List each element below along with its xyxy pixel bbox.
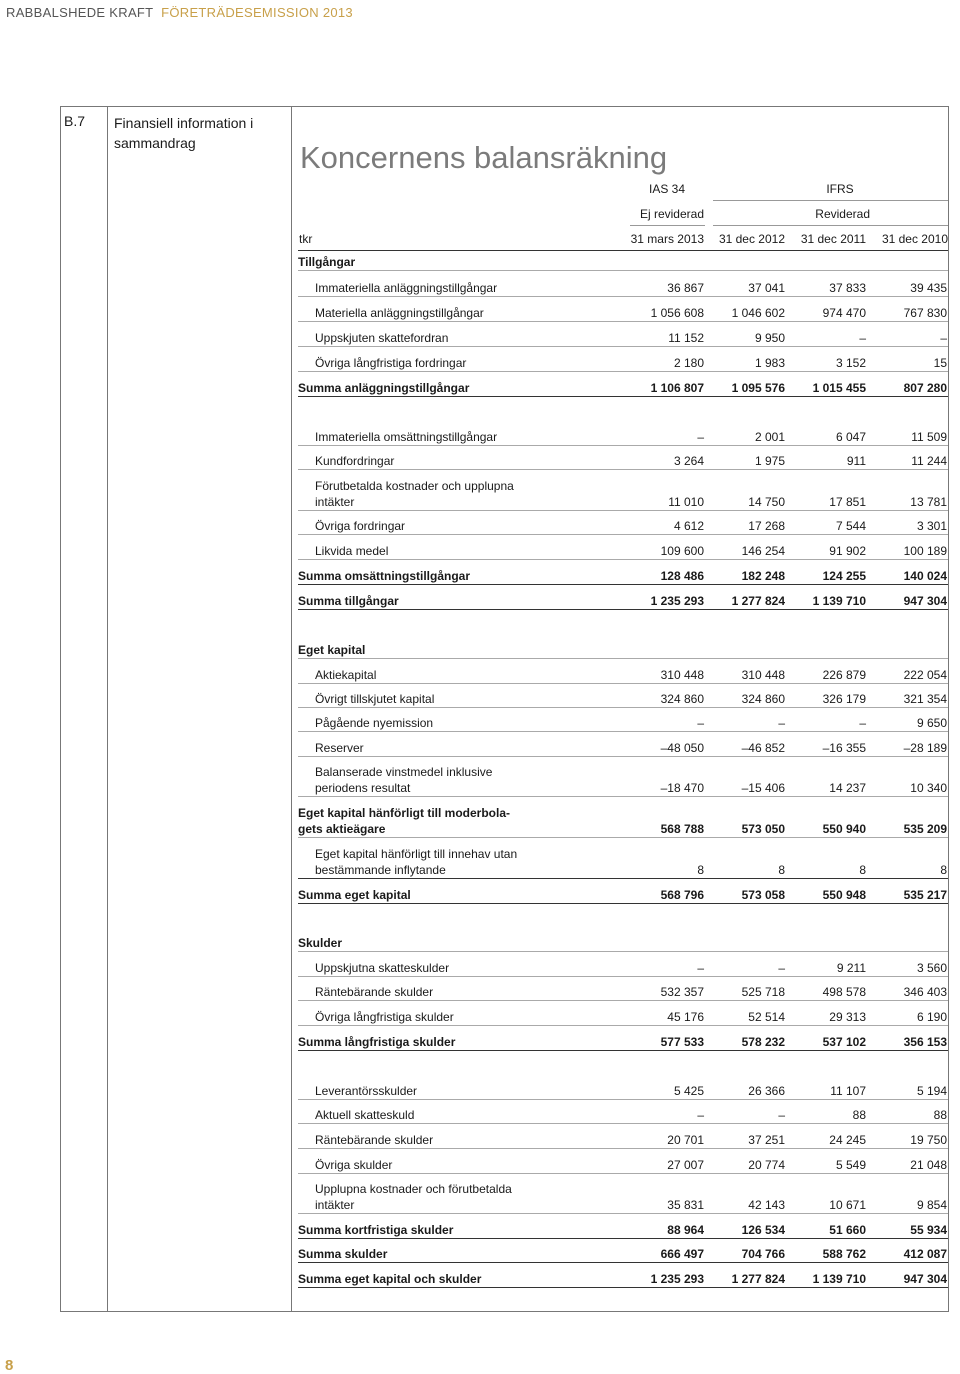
row-value: 8 (940, 863, 947, 877)
row-value: – (778, 716, 785, 730)
row-value: – (940, 331, 947, 345)
row-value: 535 209 (903, 822, 947, 836)
row-value: 535 217 (903, 888, 947, 902)
row-value: 974 470 (822, 306, 866, 320)
row-value: 9 650 (916, 716, 947, 730)
row-value: 11 010 (668, 495, 704, 509)
row-value: 14 750 (748, 495, 785, 509)
row-value: –46 852 (741, 741, 785, 755)
row-value: 20 774 (748, 1158, 785, 1172)
row-value: 356 153 (903, 1035, 947, 1049)
row-value: 3 301 (916, 519, 947, 533)
row-value: 550 948 (822, 888, 866, 902)
row-value: 10 340 (910, 781, 947, 795)
document-subtitle: FÖRETRÄDESEMISSION 2013 (161, 5, 353, 20)
row-label: Summa eget kapital och skulder (298, 1272, 482, 1286)
row-value: 14 237 (829, 781, 866, 795)
row-value: 222 054 (903, 668, 947, 682)
table-row (298, 1008, 948, 1026)
row-value: 326 179 (822, 692, 866, 706)
row-value: 37 041 (748, 281, 785, 295)
row-value: 324 860 (660, 692, 704, 706)
row-label-line: Förutbetalda kostnader och upplupna (315, 479, 514, 493)
page-title: Koncernens balansräkning (300, 140, 668, 175)
row-value: 577 533 (660, 1035, 704, 1049)
row-label-line: periodens resultat (315, 781, 411, 795)
row-value: 24 245 (829, 1133, 866, 1147)
header-rule (298, 250, 948, 251)
row-value: 947 304 (903, 594, 947, 608)
row-value: 568 796 (660, 888, 704, 902)
row-value: 6 047 (835, 430, 866, 444)
table-row (298, 764, 948, 797)
row-value: 11 509 (911, 430, 947, 444)
row-value: 17 268 (748, 519, 785, 533)
row-value: 17 851 (829, 495, 866, 509)
row-label: Aktuell skatteskuld (315, 1108, 415, 1122)
row-value: 39 435 (910, 281, 947, 295)
row-value: 911 (846, 454, 866, 468)
row-value: 4 612 (673, 519, 704, 533)
row-label (298, 805, 510, 837)
row-label: Övriga fordringar (315, 519, 406, 533)
table-row (298, 1082, 948, 1100)
table-row (298, 984, 948, 1001)
row-value: 45 176 (667, 1010, 704, 1024)
row-value: 146 254 (741, 544, 785, 558)
table-row (298, 256, 948, 271)
row-value: 8 (859, 863, 866, 877)
column-header: 31 dec 2010 (881, 232, 948, 246)
row-label: Summa anläggningstillgångar (298, 381, 470, 395)
row-value: 1 277 824 (731, 594, 785, 608)
table-row (298, 519, 948, 535)
table-row (298, 935, 948, 952)
row-value: –15 406 (741, 781, 785, 795)
row-value: 1 139 710 (812, 594, 866, 608)
table-row (298, 642, 948, 659)
row-value: – (697, 961, 704, 975)
row-value: 525 718 (741, 985, 785, 999)
table-row (298, 885, 948, 904)
row-value: 7 544 (835, 519, 866, 533)
row-value: 1 095 576 (731, 381, 785, 395)
column-header: 31 mars 2013 (630, 232, 704, 246)
row-label: Likvida medel (315, 544, 389, 558)
table-row (298, 804, 948, 838)
row-value: 666 497 (660, 1247, 704, 1261)
row-label: Materiella anläggningstillgångar (315, 306, 484, 320)
row-value: 1 975 (754, 454, 785, 468)
table-row (298, 454, 948, 470)
row-label: Summa tillgångar (298, 594, 399, 608)
row-value: 9 211 (836, 961, 866, 975)
table-row (298, 1221, 948, 1239)
table-row (298, 691, 948, 708)
row-value: 126 534 (741, 1223, 785, 1237)
row-value: 532 357 (660, 985, 704, 999)
row-value: 9 854 (916, 1198, 947, 1212)
row-label: Summa skulder (298, 1247, 388, 1261)
table-row (298, 845, 948, 879)
row-value: 51 660 (829, 1223, 866, 1237)
table-row (298, 568, 948, 585)
table-row (298, 960, 948, 977)
header-rule (713, 200, 948, 201)
table-row (298, 478, 948, 511)
row-value: 324 860 (741, 692, 785, 706)
row-value: 1 235 293 (650, 1272, 704, 1286)
row-label: Eget kapital (298, 643, 366, 657)
row-value: 37 251 (748, 1133, 785, 1147)
row-label-line: intäkter (315, 1198, 355, 1212)
section-number: B.7 (64, 113, 86, 129)
column-header: 31 dec 2012 (718, 232, 785, 246)
row-value: 321 354 (903, 692, 947, 706)
unit-label: tkr (299, 232, 313, 246)
row-value: 140 024 (903, 569, 947, 583)
row-value: – (697, 430, 704, 444)
row-value: 182 248 (741, 569, 785, 583)
row-label: Skulder (298, 936, 343, 950)
column-divider (291, 106, 292, 1311)
table-row (298, 543, 948, 560)
row-value: –48 050 (660, 741, 704, 755)
row-label (315, 478, 514, 510)
row-value: 1 277 824 (731, 1272, 785, 1286)
row-value: 21 048 (910, 1158, 947, 1172)
row-value: 26 366 (748, 1084, 785, 1098)
row-value: 29 313 (829, 1010, 866, 1024)
brand-name: RABBALSHEDE KRAFT (6, 5, 154, 20)
row-value: 1 983 (754, 356, 785, 370)
row-value: 1 015 455 (812, 381, 866, 395)
table-row (298, 740, 948, 757)
row-value: 8 (697, 863, 704, 877)
table-row (298, 356, 948, 372)
row-value: 1 139 710 (812, 1272, 866, 1286)
row-label-line: bestämmande inflytande (315, 863, 446, 877)
row-label: Övrigt tillskjutet kapital (315, 692, 435, 706)
row-value: 578 232 (741, 1035, 785, 1049)
row-value: 1 235 293 (650, 594, 704, 608)
row-value: 11 244 (911, 454, 947, 468)
row-label: Aktiekapital (315, 668, 377, 682)
column-divider (107, 106, 108, 1311)
row-value: 35 831 (667, 1198, 704, 1212)
row-value: 8 (778, 863, 785, 877)
row-value: 3 264 (673, 454, 704, 468)
row-value: 6 190 (916, 1010, 947, 1024)
row-value: 19 750 (910, 1133, 947, 1147)
standard-header-ias: IAS 34 (648, 182, 686, 196)
row-value: 36 867 (667, 281, 704, 295)
row-value: – (778, 961, 785, 975)
audit-header-unaudited: Ej reviderad (639, 207, 704, 221)
row-label: Reserver (315, 741, 364, 755)
column-header: 31 dec 2011 (800, 232, 866, 246)
row-value: 807 280 (903, 381, 947, 395)
row-value: 568 788 (660, 822, 704, 836)
row-label-line: Upplupna kostnader och förutbetalda (315, 1182, 512, 1196)
row-value: 5 549 (835, 1158, 866, 1172)
row-value: 27 007 (667, 1158, 704, 1172)
row-value: 109 600 (660, 544, 704, 558)
table-row (298, 1131, 948, 1149)
row-value: 10 671 (829, 1198, 866, 1212)
row-value: 1 046 602 (731, 306, 785, 320)
row-label (315, 764, 492, 796)
table-row (298, 1033, 948, 1051)
table-row (298, 381, 948, 397)
row-value: 15 (933, 356, 947, 370)
row-value: 9 950 (754, 331, 785, 345)
table-row (298, 430, 948, 446)
row-value: 5 194 (916, 1084, 947, 1098)
row-value: 11 107 (830, 1084, 866, 1098)
header-rule (713, 225, 948, 226)
page-number: 8 (5, 1357, 14, 1374)
row-value: 310 448 (741, 668, 785, 682)
row-value: 52 514 (748, 1010, 785, 1024)
row-value: 1 056 608 (650, 306, 704, 320)
row-value: 88 964 (667, 1223, 704, 1237)
row-label: Övriga skulder (315, 1158, 393, 1172)
row-label: Räntebärande skulder (315, 1133, 434, 1147)
table-row (298, 1245, 948, 1263)
row-value: 128 486 (660, 569, 704, 583)
row-label: Pågående nyemission (315, 716, 434, 730)
row-label: Övriga långfristiga fordringar (315, 356, 467, 370)
row-value: 226 879 (822, 668, 866, 682)
row-value: 3 152 (835, 356, 866, 370)
row-value: 91 902 (829, 544, 866, 558)
row-label: Räntebärande skulder (315, 985, 434, 999)
row-value: 20 701 (667, 1133, 704, 1147)
table-row (298, 715, 948, 732)
row-value: 346 403 (903, 985, 947, 999)
header-rule (630, 225, 705, 226)
row-value: – (778, 1108, 785, 1122)
row-value: 947 304 (903, 1272, 947, 1286)
table-row (298, 1181, 948, 1214)
row-label (315, 846, 517, 878)
row-label: Uppskjutna skatteskulder (315, 961, 450, 975)
row-value: 37 833 (829, 281, 866, 295)
row-value: 1 106 807 (650, 381, 704, 395)
row-value: 767 830 (903, 306, 947, 320)
table-row (298, 1270, 948, 1288)
table-row (298, 331, 948, 347)
row-value: – (697, 1108, 704, 1122)
standard-header-ifrs: IFRS (826, 182, 854, 196)
row-value: – (859, 331, 866, 345)
row-label: Uppskjuten skattefordran (315, 331, 449, 345)
page-header (6, 5, 353, 20)
row-label: Summa omsättningstillgångar (298, 569, 471, 583)
row-value: 704 766 (741, 1247, 785, 1261)
row-value: 498 578 (822, 985, 866, 999)
row-label: Summa eget kapital (298, 888, 411, 902)
table-row (298, 666, 948, 684)
table-row (298, 1156, 948, 1174)
row-value: –16 355 (822, 741, 866, 755)
row-value: 55 934 (910, 1223, 947, 1237)
row-label-line: gets aktieägare (298, 822, 386, 836)
row-label-line: Balanserade vinstmedel inklusive (315, 765, 493, 779)
table-row (298, 307, 948, 322)
row-value: 412 087 (903, 1247, 947, 1261)
section-title: Finansiell information i sammandrag (114, 115, 254, 151)
row-label-line: Eget kapital hänförligt till moderbola- (298, 806, 511, 820)
row-value: 310 448 (660, 668, 704, 682)
row-value: –18 470 (660, 781, 704, 795)
row-value: – (859, 716, 866, 730)
table-row (298, 1107, 948, 1124)
row-label-line: Eget kapital hänförligt till innehav utan (315, 847, 518, 861)
row-value: 573 058 (741, 888, 785, 902)
row-label (315, 1181, 512, 1213)
row-label: Kundfordringar (315, 454, 395, 468)
row-value: 5 425 (673, 1084, 704, 1098)
row-label: Summa långfristiga skulder (298, 1035, 456, 1049)
table-row (298, 282, 948, 297)
row-value: 537 102 (822, 1035, 866, 1049)
row-value: 11 152 (668, 331, 704, 345)
row-value: 124 255 (822, 569, 866, 583)
row-value: – (697, 716, 704, 730)
row-value: 42 143 (748, 1198, 785, 1212)
table-row (298, 593, 948, 610)
row-label-line: intäkter (315, 495, 355, 509)
row-label: Summa kortfristiga skulder (298, 1223, 454, 1237)
row-label: Tillgångar (298, 255, 356, 269)
row-label: Immateriella anläggningstillgångar (315, 281, 498, 295)
row-value: 573 050 (741, 822, 785, 836)
row-value: 2 001 (754, 430, 785, 444)
row-label: Immateriella omsättningstillgångar (315, 430, 498, 444)
row-value: 2 180 (673, 356, 704, 370)
row-value: 3 560 (916, 961, 947, 975)
row-value: 13 781 (910, 495, 947, 509)
row-value: 550 940 (822, 822, 866, 836)
row-value: 588 762 (822, 1247, 866, 1261)
row-value: 88 (933, 1108, 947, 1122)
row-value: 88 (852, 1108, 866, 1122)
row-value: 100 189 (903, 544, 947, 558)
row-label: Leverantörsskulder (315, 1084, 418, 1098)
audit-header-audited: Reviderad (815, 207, 870, 221)
row-label: Övriga långfristiga skulder (315, 1010, 454, 1024)
row-value: –28 189 (903, 741, 947, 755)
